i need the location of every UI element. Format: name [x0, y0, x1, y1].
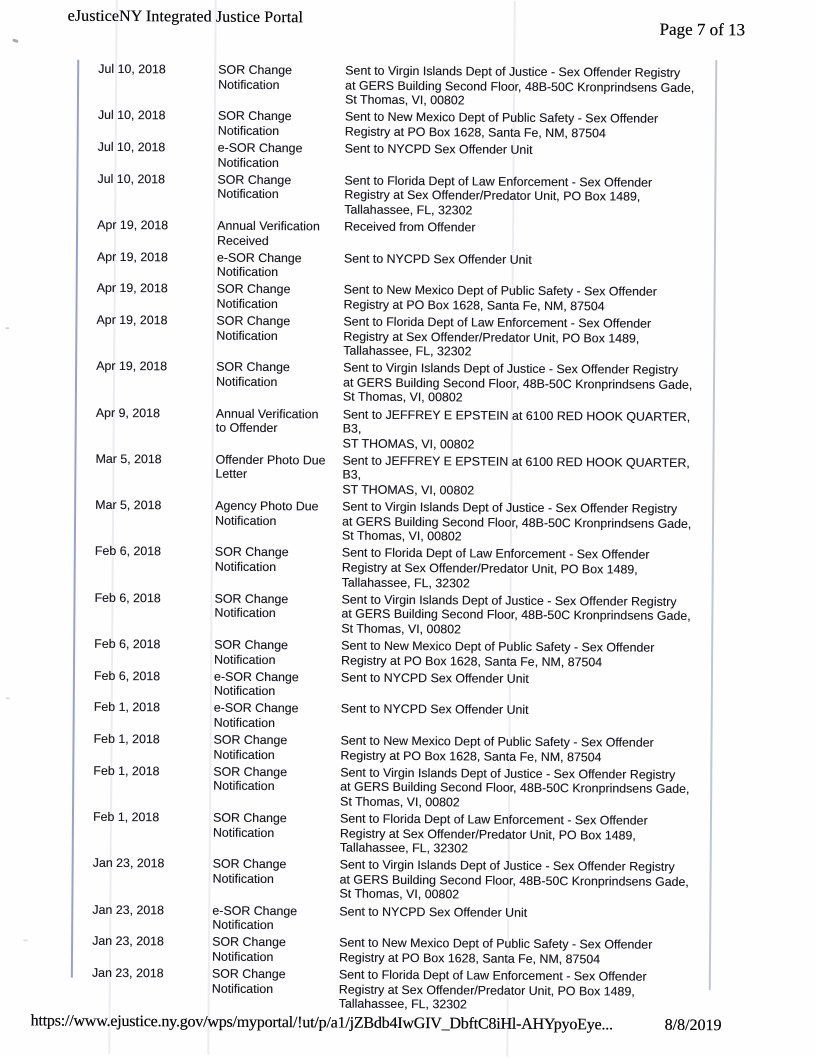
event-type: SOR Change Notification	[211, 934, 286, 964]
event-type: SOR Change Notification	[214, 545, 289, 575]
table-row	[76, 668, 711, 702]
event-date: Apr 19, 2018	[96, 312, 168, 328]
table-row	[76, 590, 711, 638]
scan-speck	[12, 38, 19, 43]
event-type: SOR Change Notification	[211, 966, 286, 996]
event-description: Sent to JEFFREY E EPSTEIN at 6100 RED HOOK QUARTER, B3, ST THOMAS, VI, 00802	[342, 453, 690, 498]
table-row	[78, 405, 713, 453]
event-type: e-SOR Change Notification	[213, 669, 299, 699]
event-date: Feb 6, 2018	[93, 668, 161, 683]
event-type: SOR Change Notification	[217, 108, 292, 138]
event-description: Sent to NYCPD Sex Offender Unit	[339, 904, 528, 920]
scan-speck	[23, 939, 28, 941]
event-description: Sent to Virgin Islands Dept of Justice - Sex Offender Registry at GERS Building Second Floor, 48B-50C Kronprindsens Gade, St Thomas, VI, 00802	[341, 592, 691, 637]
event-date: Mar 5, 2018	[95, 497, 162, 513]
table-row	[77, 544, 712, 592]
event-type: e-SOR Change Notification	[216, 250, 302, 280]
table-row	[79, 171, 714, 219]
event-description: Sent to New Mexico Dept of Public Safety - Sex Offender Registry at PO Box 1628, Santa Fe, NM, 87504	[343, 282, 657, 314]
event-type: Annual Verification to Offender	[215, 406, 319, 436]
footer-date: 8/8/2019	[664, 1016, 722, 1035]
event-date: Feb 1, 2018	[92, 809, 160, 825]
event-description: Sent to New Mexico Dept of Public Safety - Sex Offender Registry at PO Box 1628, Santa Fe, NM, 87504	[340, 733, 654, 764]
event-description: Sent to Virgin Islands Dept of Justice - Sex Offender Registry at GERS Building Second Floor, 48B-50C Kronprindsens Gade, St Thomas, VI, 00802	[342, 360, 693, 405]
event-description: Sent to Florida Dept of Law Enforcement - Sex Offender Registry at Sex Offender/Predator Unit, PO Box 1489, Tallahassee, FL, 32302	[339, 811, 648, 856]
event-type: Agency Photo Due Notification	[214, 498, 319, 528]
event-type: e-SOR Change Notification	[212, 903, 298, 933]
table-row	[79, 249, 714, 283]
event-date: Feb 6, 2018	[94, 544, 162, 559]
event-date: Jan 23, 2018	[92, 934, 164, 949]
event-description: Sent to NYCPD Sex Offender Unit	[340, 670, 529, 686]
event-history-table	[74, 62, 716, 1017]
event-description: Sent to Virgin Islands Dept of Justice - Sex Offender Registry at GERS Building Second Floor, 48B-50C Kronprindsens Gade, St Thomas, VI, 00802	[339, 857, 689, 902]
scan-speck	[5, 327, 9, 329]
portal-title: eJusticeNY Integrated Justice Portal	[67, 7, 304, 27]
event-date: Feb 1, 2018	[93, 763, 160, 778]
event-type: SOR Change Notification	[212, 810, 287, 840]
event-description: Received from Offender	[344, 219, 476, 235]
table-row	[75, 763, 710, 811]
event-type: SOR Change Notification	[214, 591, 289, 621]
event-type: SOR Change Notification	[215, 359, 290, 389]
event-description: Sent to Virgin Islands Dept of Justice - Sex Offender Registry at GERS Building Second Floor, 48B-50C Kronprindsens Gade, St Thomas, VI, 00802	[341, 499, 692, 544]
event-type: SOR Change Notification	[218, 62, 292, 92]
event-description: Sent to Florida Dept of Law Enforcement - Sex Offender Registry at Sex Offender/Predator Unit, PO Box 1489, Tallahassee, FL, 32302	[344, 173, 653, 218]
event-date: Feb 6, 2018	[94, 636, 161, 652]
footer-url: https://www.ejustice.ny.gov/wps/myportal/!ut/p/a1/jZBdb4IwGIV_DbftC8iHl-AHYpyoEye...	[30, 1012, 613, 1034]
event-type: e-SOR Change Notification	[213, 700, 299, 731]
event-date: Apr 19, 2018	[96, 249, 168, 264]
table-row	[76, 637, 711, 671]
event-type: SOR Change Notification	[213, 732, 288, 762]
event-date: Apr 9, 2018	[95, 405, 160, 420]
event-description: Sent to NYCPD Sex Offender Unit	[343, 251, 532, 267]
event-date: Apr 19, 2018	[96, 281, 168, 296]
event-date: Jan 23, 2018	[92, 902, 165, 917]
event-date: Jul 10, 2018	[97, 108, 166, 123]
event-date: Jan 23, 2018	[91, 965, 164, 981]
event-type: Annual Verification Received	[216, 218, 320, 248]
event-description: Sent to NYCPD Sex Offender Unit	[340, 701, 529, 718]
event-date: Feb 1, 2018	[93, 731, 160, 747]
table-row	[79, 281, 714, 315]
event-date: Apr 19, 2018	[96, 359, 168, 374]
event-description: Sent to Virgin Islands Dept of Justice - Sex Offender Registry at GERS Building Second Floor, 48B-50C Kronprindsens Gade, St Thomas, VI, 00802	[340, 765, 690, 810]
table-row	[80, 62, 715, 110]
event-date: Jul 10, 2018	[98, 61, 166, 77]
table-row	[76, 700, 711, 734]
event-type: SOR Change Notification	[217, 172, 292, 202]
table-row	[78, 359, 713, 407]
event-type: e-SOR Change Notification	[217, 140, 303, 170]
event-description: Sent to Florida Dept of Law Enforcement - Sex Offender Registry at Sex Offender/Predator Unit, PO Box 1489, Tallahassee, FL, 32302	[343, 314, 652, 359]
event-description: Sent to New Mexico Dept of Public Safety - Sex Offender Registry at PO Box 1628, Santa Fe, NM, 87504	[341, 638, 655, 669]
table-row	[74, 856, 709, 904]
event-description: Sent to NYCPD Sex Offender Unit	[344, 141, 533, 157]
scan-speck	[6, 697, 10, 699]
event-date: Feb 6, 2018	[94, 590, 161, 605]
table-row	[78, 313, 713, 361]
event-date: Jan 23, 2018	[92, 856, 165, 871]
event-type: Offender Photo Due Letter	[215, 452, 326, 482]
table-row	[75, 810, 710, 858]
event-date: Jul 10, 2018	[97, 139, 166, 155]
table-row	[74, 934, 709, 968]
event-type: SOR Change Notification	[214, 637, 288, 667]
table-row	[74, 966, 709, 1014]
table-row	[77, 452, 712, 500]
table-row	[74, 902, 709, 936]
event-description: Sent to Virgin Islands Dept of Justice - Sex Offender Registry at GERS Building Second Floor, 48B-50C Kronprindsens Gade, St Thomas, VI, 00802	[344, 63, 695, 108]
table-row	[80, 108, 715, 142]
event-description: Sent to Florida Dept of Law Enforcement - Sex Offender Registry at Sex Offender/Predator Unit, PO Box 1489, Tallahassee, FL, 32302	[341, 545, 650, 591]
table-row	[75, 732, 710, 766]
event-type: SOR Change Notification	[212, 856, 287, 886]
event-type: SOR Change Notification	[216, 313, 291, 343]
event-description: Sent to Florida Dept of Law Enforcement - Sex Offender Registry at Sex Offender/Predator Unit, PO Box 1489, Tallahassee, FL, 32302	[338, 967, 647, 1012]
event-date: Mar 5, 2018	[95, 451, 162, 467]
event-description: Sent to New Mexico Dept of Public Safety - Sex Offender Registry at PO Box 1628, Santa Fe, NM, 87504	[338, 935, 653, 967]
event-date: Feb 1, 2018	[93, 700, 160, 715]
table-row	[79, 140, 714, 174]
event-description: Sent to JEFFREY E EPSTEIN at 6100 RED HOOK QUARTER, B3, ST THOMAS, VI, 00802	[342, 407, 691, 452]
event-date: Jul 10, 2018	[97, 171, 165, 186]
event-date: Apr 19, 2018	[97, 217, 169, 233]
page-number: Page 7 of 13	[659, 19, 746, 40]
table-row	[77, 498, 712, 546]
event-type: SOR Change Notification	[216, 281, 291, 311]
event-description: Sent to New Mexico Dept of Public Safety - Sex Offender Registry at PO Box 1628, Santa Fe, NM, 87504	[344, 109, 659, 141]
event-type: SOR Change Notification	[213, 764, 288, 794]
table-row	[79, 218, 714, 252]
